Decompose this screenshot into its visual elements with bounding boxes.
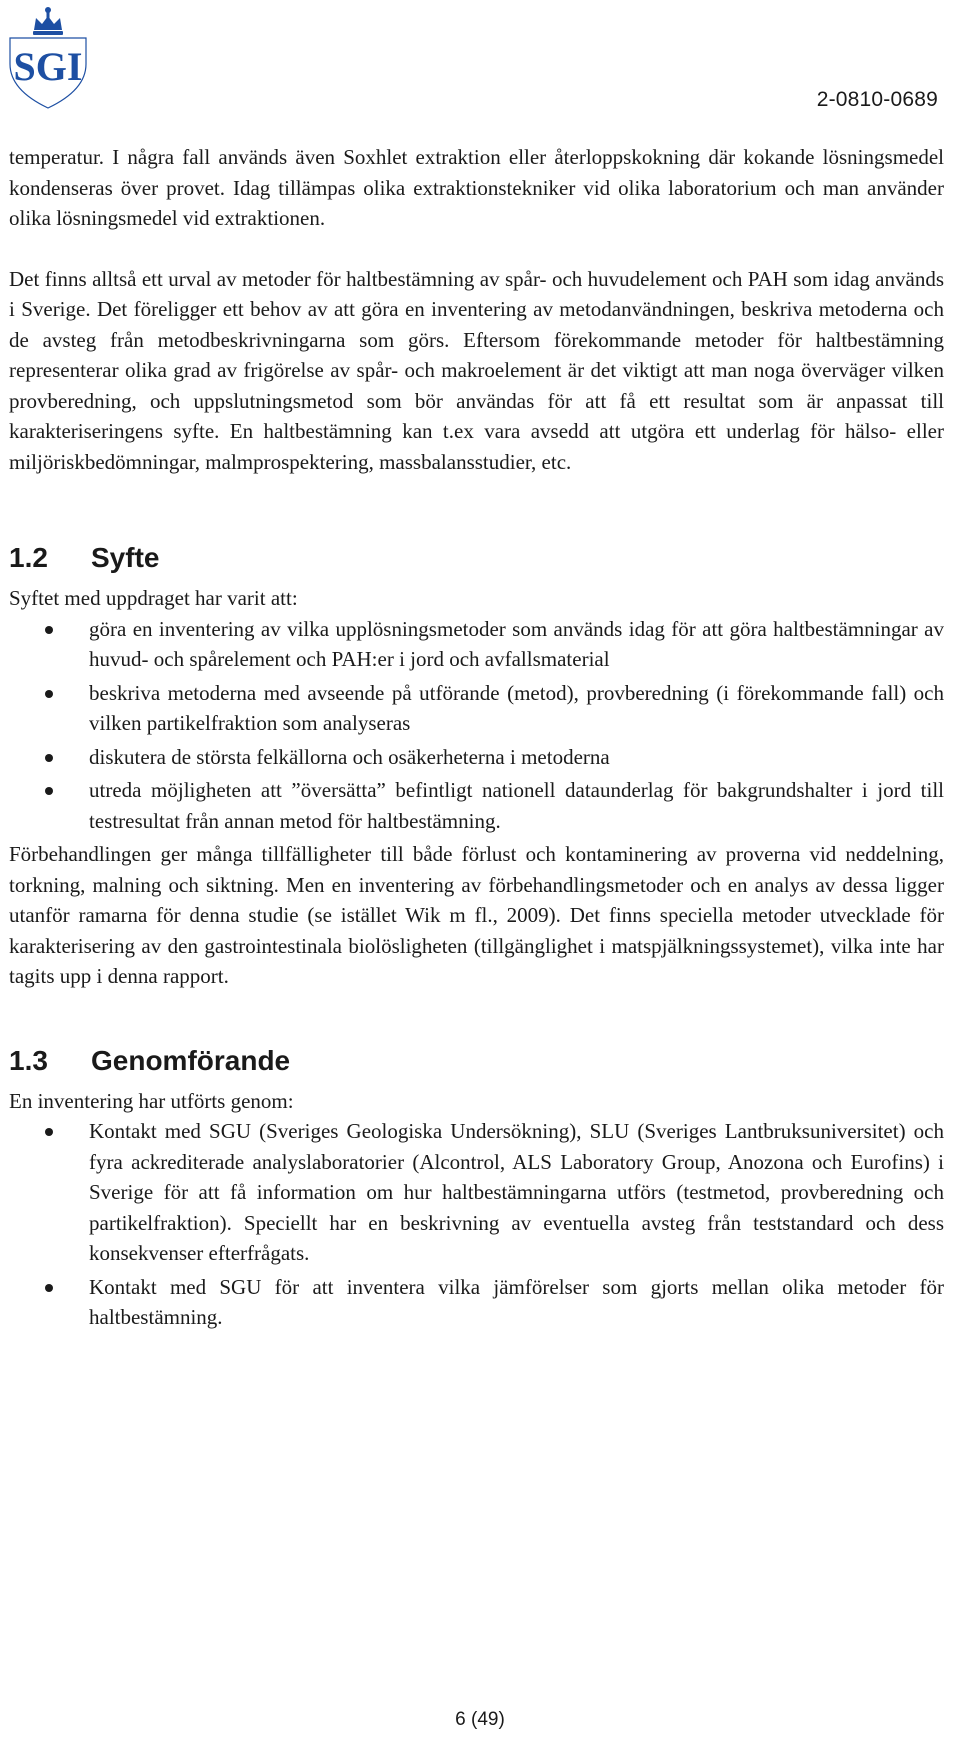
bullet-list-genomforande <box>9 1116 944 1333</box>
bullet-icon <box>45 1284 53 1292</box>
bullet-icon <box>45 787 53 795</box>
intro-paragraph-1: temperatur. I några fall används även Soxhlet extraktion eller återloppskokning där kokande lösningsmedel kondenseras över provet. Idag tillämpas olika extraktionstekniker vid olika laboratorium och man använder olika lösningsmedel vid extraktionen. <box>9 145 944 230</box>
list-item: utreda möjligheten att ”översätta” befintligt nationell dataunderlag för bakgrundshalter i jord till testresultat från annan metod för haltbestämning. <box>9 775 944 836</box>
list-item: Kontakt med SGU för att inventera vilka jämförelser som gjorts mellan olika metoder för haltbestämning. <box>9 1272 944 1333</box>
bullet-icon <box>45 626 53 634</box>
section-title: Genomförande <box>91 1044 291 1076</box>
document-number: 2-0810-0689 <box>816 88 938 111</box>
bullet-icon <box>45 1128 53 1136</box>
section-lead: En inventering har utförts genom: <box>9 1088 294 1113</box>
main-content <box>9 142 944 1336</box>
list-item: diskutera de största felkällorna och osäkerheterna i metoderna <box>9 742 944 773</box>
section-number: 1.3 <box>9 1044 48 1076</box>
bullet-icon <box>45 690 53 698</box>
page-number: 6 (49) <box>455 1709 505 1730</box>
section-heading-syfte <box>9 541 944 575</box>
intro-paragraph-2: Det finns alltså ett urval av metoder för haltbestämning av spår- och huvudelement och PAH som idag används i Sverige. Det föreligger ett behov av att göra en inventering av metodanvändningen, beskriva metoderna och de avsteg från metodbeskrivningarna som görs. Eftersom förekommande metoder för haltbestämning representerar olika grad av frigörelse av spår- och makroelement är det viktigt att man noga överväger vilken provberedning, och uppslutningsmetod som bör användas för att få ett resultat som är anpassat till karakteriseringens syfte. En haltbestämning kan t.ex vara avsedd att utgöra ett underlag för hälso- eller miljöriskbedömningar, malmprospektering, massbalansstudier, etc. <box>9 266 944 474</box>
section-heading-genomforande <box>9 1044 944 1078</box>
list-item: beskriva metoderna med avseende på utförande (metod), provberedning (i förekommande fall) och vilken partikelfraktion som analyseras <box>9 678 944 739</box>
section-paragraph: Förbehandlingen ger många tillfälligheter till både förlust och kontaminering av proverna vid neddelning, torkning, malning och siktning. Men en inventering av förbehandlingsmetoder och en analys av dessa ligger utanför ramarna för denna studie (se istället Wik m fl., 2009). Det finns speciella metoder utvecklade för karakterisering av den gastrointestinala biolösligheten (tillgänglighet i matspjälkningssystemet), vilka inte har tagits upp i denna rapport. <box>9 842 944 988</box>
section-title: Syfte <box>91 542 160 573</box>
list-item: göra en inventering av vilka upplösningsmetoder som används idag för att göra haltbestämningar av huvud- och spårelement och PAH:er i jord och avfallsmaterial <box>9 614 944 675</box>
section-number: 1.2 <box>9 542 48 573</box>
list-item: Kontakt med SGU (Sveriges Geologiska Undersökning), SLU (Sveriges Lantbruksuniversitet) och fyra ackrediterade analyslaboratorier (Alcontrol, ALS Laboratory Group, Anozona och Eurofins) i Sverige för att få information om hur haltbestämningarna utförs (testmetod, provberedning och partikelfraktion). Speciellt har en beskrivning av eventuella avsteg från teststandard och dess konsekvenser efterfrågats. <box>9 1116 944 1269</box>
bullet-list-syfte <box>9 614 944 837</box>
sgi-logo <box>6 4 90 112</box>
bullet-icon <box>45 754 53 762</box>
logo-text: SGI <box>13 44 83 89</box>
section-lead: Syftet med uppdraget har varit att: <box>9 586 298 610</box>
